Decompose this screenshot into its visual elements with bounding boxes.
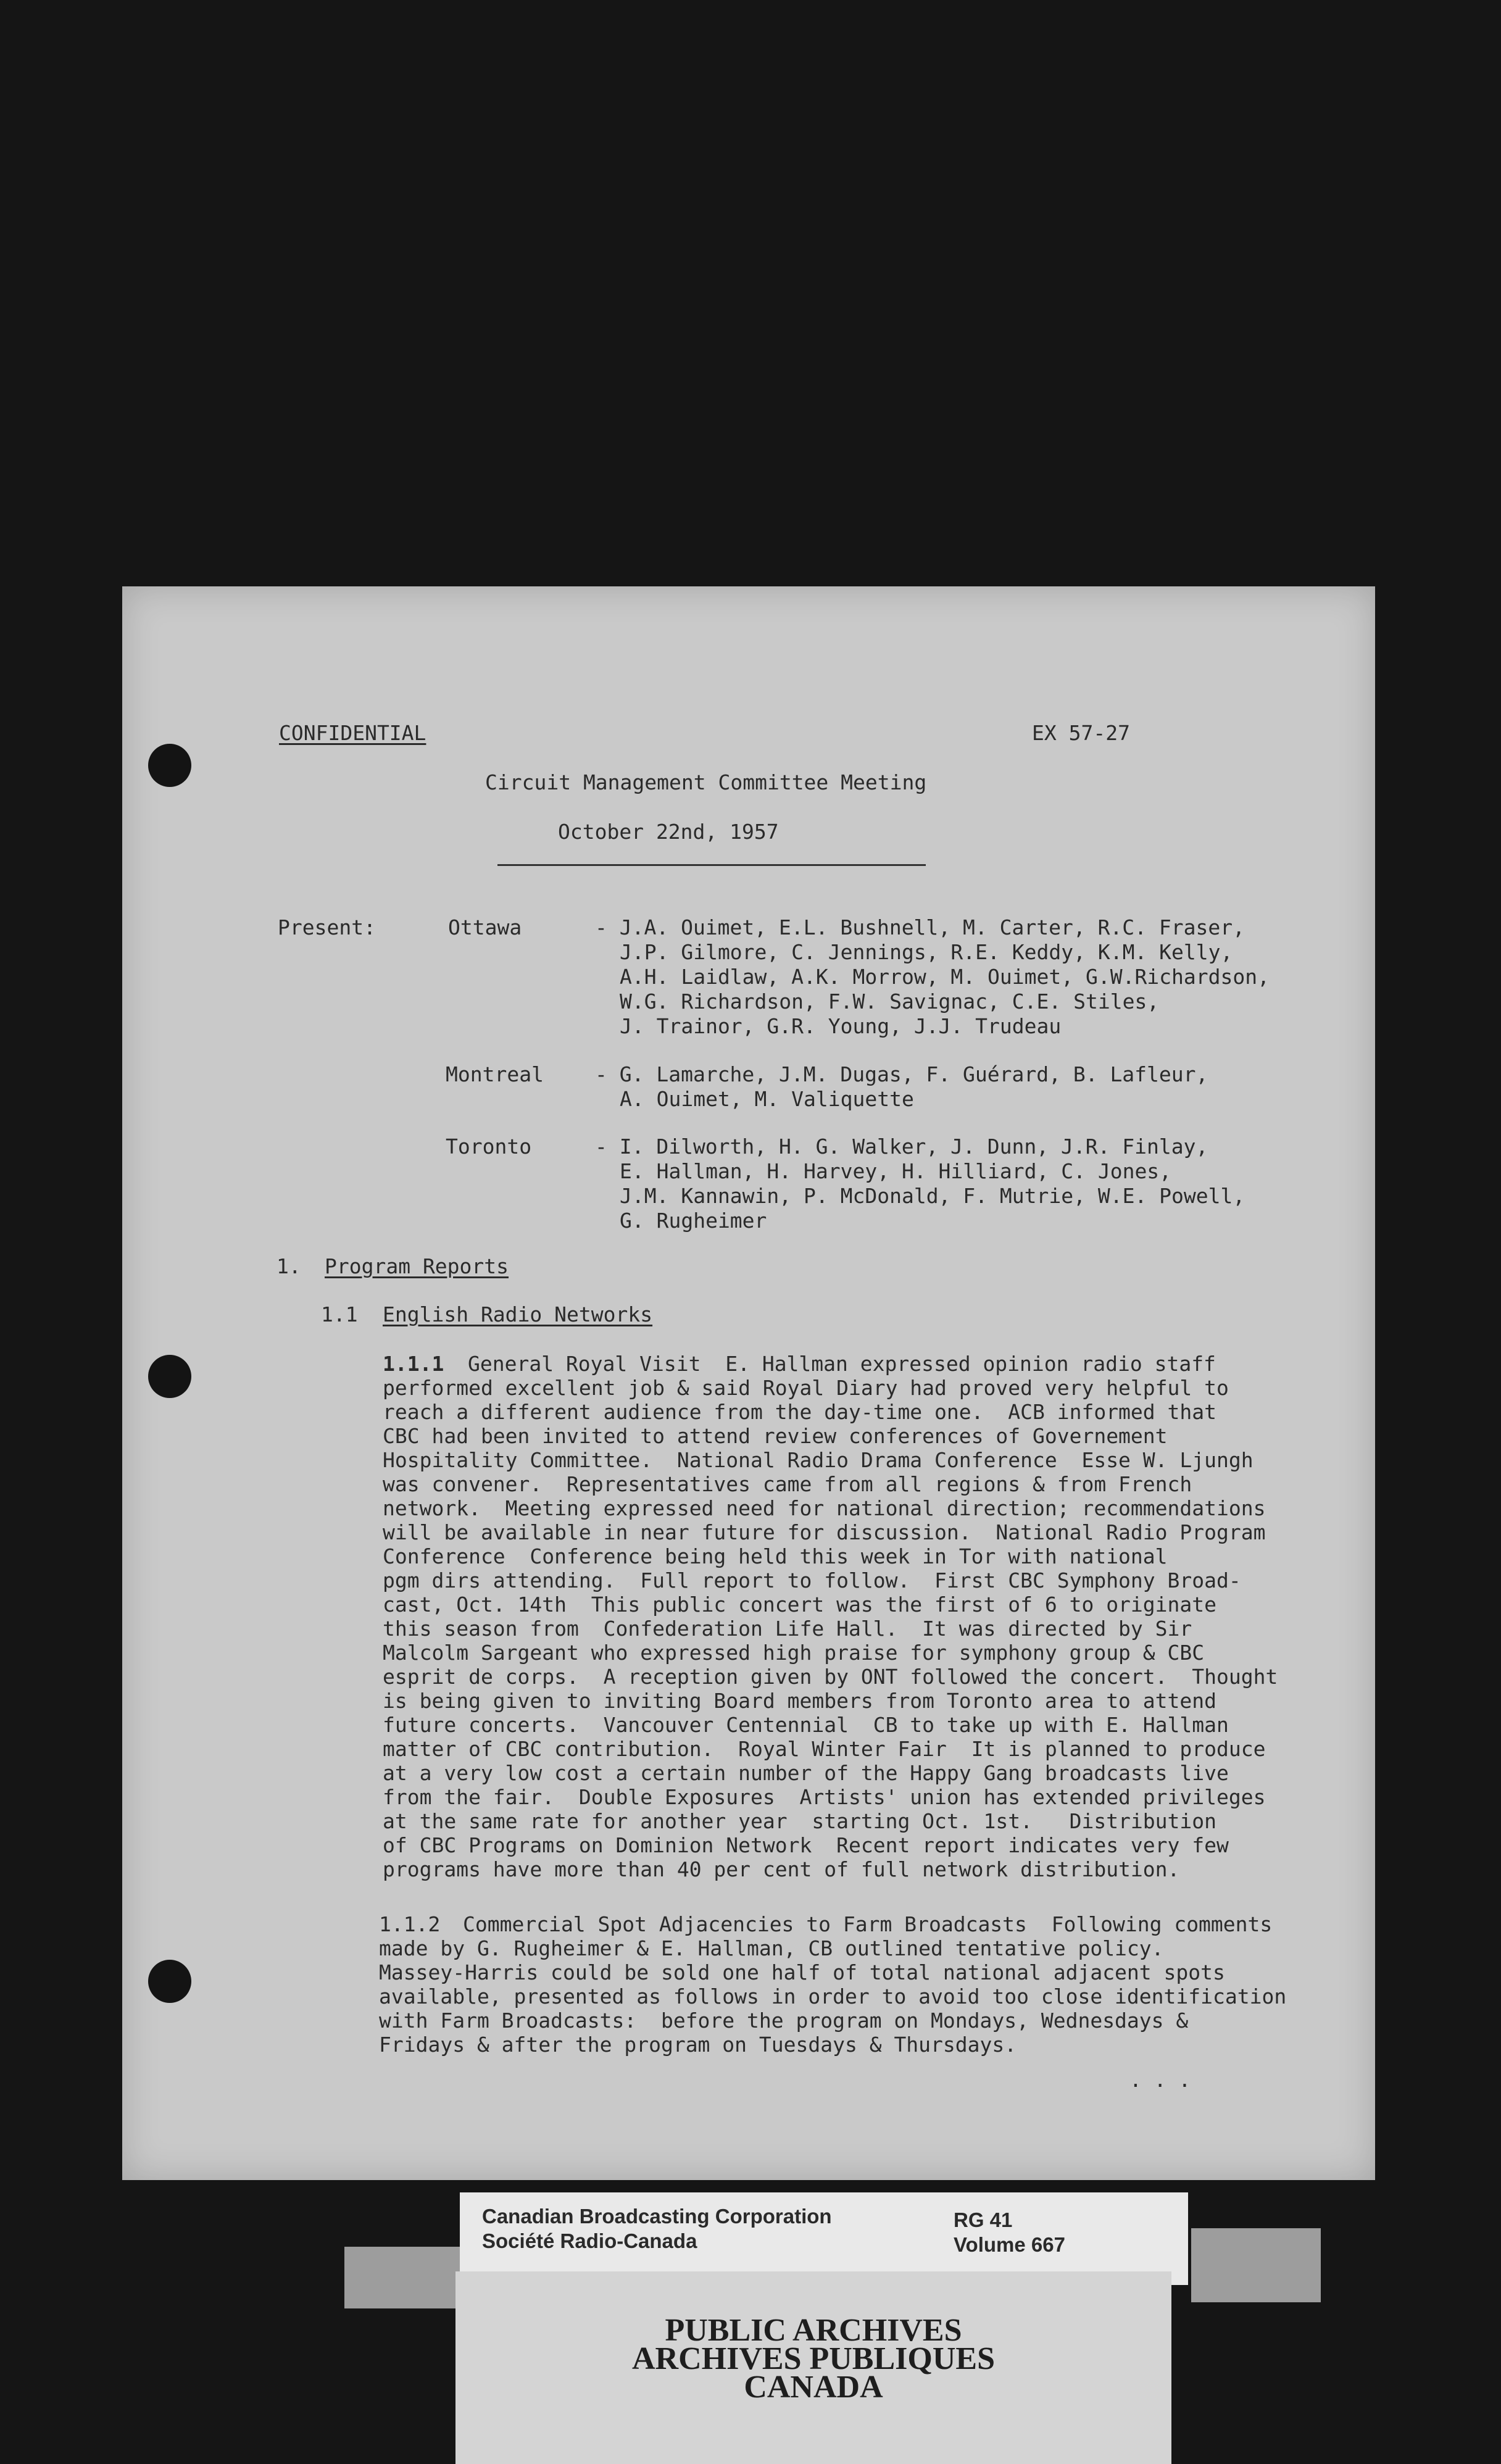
paragraph-1-1-1-number: 1.1.1 bbox=[383, 1352, 444, 1376]
archive-org-fr: Société Radio-Canada bbox=[482, 2229, 697, 2252]
toronto-line-4: G. Rugheimer bbox=[620, 1209, 767, 1233]
present-label: Present: bbox=[278, 915, 376, 939]
paragraph-1-1-2-line: made by G. Rugheimer & E. Hallman, CB outlined tentative policy. bbox=[379, 1936, 1164, 1960]
paragraph-1-1-1-line: esprit de corps. A reception given by ONT followed the concert. Thought bbox=[383, 1665, 1278, 1689]
montreal-line-1: - G. Lamarche, J.M. Dugas, F. Guérard, B. Lafleur, bbox=[595, 1062, 1208, 1086]
section-1-1-title: English Radio Networks bbox=[383, 1302, 653, 1326]
paragraph-1-1-1-line: reach a different audience from the day-time one. ACB informed that bbox=[383, 1400, 1217, 1424]
toronto-line-2: E. Hallman, H. Harvey, H. Hilliard, C. Jones, bbox=[620, 1159, 1172, 1183]
paragraph-1-1-2-number: 1.1.2 bbox=[379, 1912, 441, 1936]
paragraph-1-1-1-line: will be available in near future for discussion. National Radio Program bbox=[383, 1520, 1266, 1544]
archive-volume: Volume 667 bbox=[954, 2233, 1065, 2256]
paragraph-1-1-1-line: programs have more than 40 per cent of full network distribution. bbox=[383, 1857, 1180, 1881]
ottawa-line-2: J.P. Gilmore, C. Jennings, R.E. Keddy, K.M. Kelly, bbox=[620, 940, 1233, 964]
continuation-marker: . . . bbox=[1129, 2068, 1191, 2092]
archives-stamp bbox=[455, 2271, 1171, 2464]
archive-org-en: Canadian Broadcasting Corporation bbox=[482, 2205, 832, 2228]
paragraph-1-1-1-line: cast, Oct. 14th This public concert was the first of 6 to originate bbox=[383, 1592, 1217, 1617]
paragraph-1-1-1-line: this season from Confederation Life Hall. It was directed by Sir bbox=[383, 1617, 1192, 1641]
paragraph-1-1-1-line: performed excellent job & said Royal Diary had proved very helpful to bbox=[383, 1376, 1229, 1400]
paragraph-1-1-1-line: from the fair. Double Exposures Artists' union has extended privileges bbox=[383, 1785, 1266, 1809]
section-1-number: 1. bbox=[276, 1254, 301, 1278]
paragraph-1-1-1-line: Hospitality Committee. National Radio Drama Conference Esse W. Ljungh bbox=[383, 1448, 1254, 1472]
meeting-date: October 22nd, 1957 bbox=[558, 820, 779, 844]
paragraph-1-1-1-line: matter of CBC contribution. Royal Winter Fair It is planned to produce bbox=[383, 1737, 1266, 1761]
montreal-line-2: A. Ouimet, M. Valiquette bbox=[620, 1087, 914, 1111]
punch-hole-top bbox=[148, 744, 191, 787]
stamp-line-3: CANADA bbox=[744, 2370, 883, 2405]
paragraph-1-1-1-line: is being given to inviting Board members from Toronto area to attend bbox=[383, 1689, 1217, 1713]
folder-clip-right bbox=[1191, 2228, 1321, 2302]
folder-clip-left bbox=[344, 2247, 462, 2308]
paragraph-1-1-1-line: at the same rate for another year starting Oct. 1st. Distribution bbox=[383, 1809, 1217, 1833]
paragraph-1-1-1-line: of CBC Programs on Dominion Network Recent report indicates very few bbox=[383, 1833, 1229, 1857]
paragraph-1-1-1-line: pgm dirs attending. Full report to follow. First CBC Symphony Broad- bbox=[383, 1568, 1241, 1592]
paragraph-1-1-2-line: Commercial Spot Adjacencies to Farm Broadcasts Following comments bbox=[463, 1912, 1273, 1936]
title-rule bbox=[497, 864, 926, 866]
ottawa-label: Ottawa bbox=[448, 915, 522, 939]
confidential-label: CONFIDENTIAL bbox=[279, 721, 426, 745]
paragraph-1-1-1-line: Conference Conference being held this week in Tor with national bbox=[383, 1544, 1168, 1568]
ottawa-line-5: J. Trainor, G.R. Young, J.J. Trudeau bbox=[620, 1014, 1062, 1038]
paragraph-1-1-1-line: future concerts. Vancouver Centennial CB to take up with E. Hallman bbox=[383, 1713, 1229, 1737]
paragraph-1-1-1-line: CBC had been invited to attend review conferences of Governement bbox=[383, 1424, 1168, 1448]
ottawa-line-3: A.H. Laidlaw, A.K. Morrow, M. Ouimet, G.W.Richardson, bbox=[620, 965, 1270, 989]
punch-hole-middle bbox=[148, 1355, 191, 1398]
toronto-line-3: J.M. Kannawin, P. McDonald, F. Mutrie, W.E. Powell, bbox=[620, 1184, 1245, 1208]
paragraph-1-1-1-line: was convener. Representatives came from all regions & from French bbox=[383, 1472, 1192, 1496]
meeting-title: Circuit Management Committee Meeting bbox=[485, 770, 927, 794]
paragraph-1-1-2-line: with Farm Broadcasts: before the program on Mondays, Wednesdays & bbox=[379, 2008, 1189, 2033]
stamp-line-2: ARCHIVES PUBLIQUES bbox=[631, 2341, 996, 2376]
document-reference: EX 57-27 bbox=[1032, 721, 1130, 745]
stamp-line-1: PUBLIC ARCHIVES bbox=[665, 2313, 962, 2348]
section-1-1-number: 1.1 bbox=[321, 1302, 358, 1326]
montreal-label: Montreal bbox=[446, 1062, 544, 1086]
ottawa-line-4: W.G. Richardson, F.W. Savignac, C.E. Stiles, bbox=[620, 989, 1160, 1013]
toronto-label: Toronto bbox=[446, 1134, 532, 1159]
paragraph-1-1-1-line: General Royal Visit E. Hallman expressed opinion radio staff bbox=[468, 1352, 1216, 1376]
paragraph-1-1-1-line: network. Meeting expressed need for national direction; recommendations bbox=[383, 1496, 1266, 1520]
ottawa-line-1: - J.A. Ouimet, E.L. Bushnell, M. Carter, R.C. Fraser, bbox=[595, 915, 1245, 939]
paragraph-1-1-1-line: Malcolm Sargeant who expressed high praise for symphony group & CBC bbox=[383, 1641, 1205, 1665]
paragraph-1-1-1-line: at a very low cost a certain number of the Happy Gang broadcasts live bbox=[383, 1761, 1229, 1785]
paragraph-1-1-2-line: Fridays & after the program on Tuesdays & Thursdays. bbox=[379, 2033, 1017, 2057]
section-1-title: Program Reports bbox=[325, 1254, 509, 1278]
paragraph-1-1-2-line: Massey-Harris could be sold one half of total national adjacent spots bbox=[379, 1960, 1225, 1984]
toronto-line-1: - I. Dilworth, H. G. Walker, J. Dunn, J.R. Finlay, bbox=[595, 1134, 1208, 1159]
archive-rg: RG 41 bbox=[954, 2208, 1013, 2231]
punch-hole-bottom bbox=[148, 1960, 191, 2003]
paragraph-1-1-2-line: available, presented as follows in order to avoid too close identification bbox=[379, 1984, 1287, 2008]
